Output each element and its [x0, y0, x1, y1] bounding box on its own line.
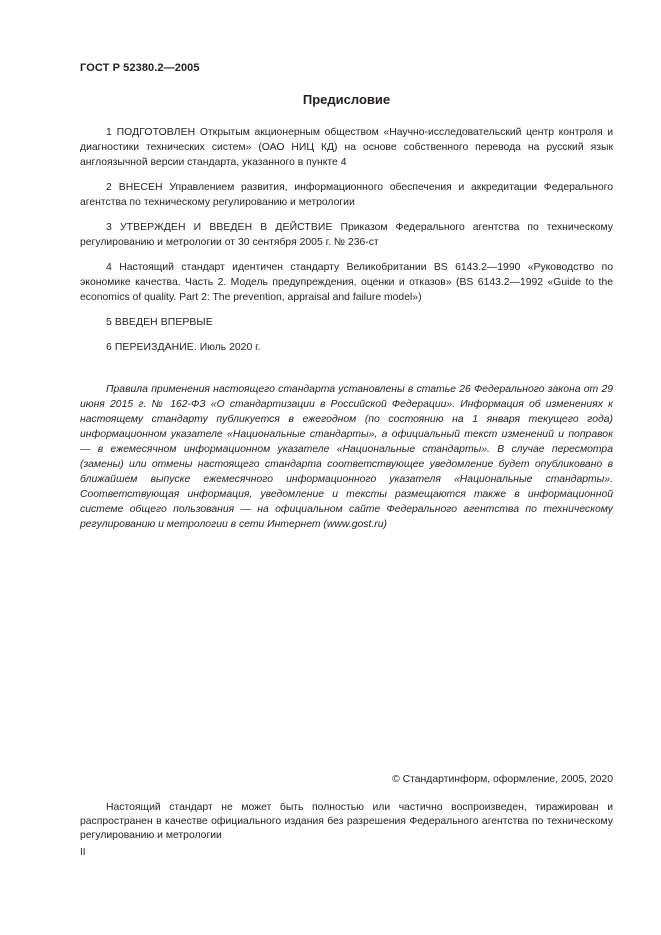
item-label: 6 ПЕРЕИЗДАНИЕ. [106, 342, 197, 353]
copyright: © Стандартинформ, оформление, 2005, 2020 [392, 774, 613, 785]
item-label: 1 ПОДГОТОВЛЕН [106, 127, 196, 138]
item-text: Приказом Федерального агентства по техническому регулированию и метрологии от 30 сентября 2005 г. № 236-ст [80, 222, 613, 248]
reprint-notice: Настоящий стандарт не может быть полностью или частично воспроизведен, тиражирован и распространен в качестве официального издания без разрешения Федерального агентства по техническому регулированию и метрологии [80, 802, 613, 841]
item-text: Июль 2020 г. [196, 342, 261, 353]
preface-item-6 [80, 340, 613, 355]
preface-item-2 [80, 180, 613, 210]
preface-items [80, 125, 613, 365]
preface-item-3 [80, 220, 613, 250]
page-number: II [80, 847, 86, 858]
item-label: 2 ВНЕСЕН [106, 182, 163, 193]
item-label: 3 УТВЕРЖДЕН И ВВЕДЕН В ДЕЙСТВИЕ [106, 222, 333, 233]
preface-item-1 [80, 125, 613, 170]
item-label: 5 ВВЕДЕН ВПЕРВЫЕ [106, 317, 213, 328]
item-text: Открытым акционерным обществом «Научно-исследовательский центр контроля и диагностики технических систем» (ОАО НИЦ КД) на основе собственного перевода на русский язык англоязычной версии стандарта, указанного в пункте 4 [80, 127, 613, 168]
document-code: ГОСТ Р 52380.2—2005 [80, 62, 200, 74]
preface-item-4 [80, 260, 613, 305]
page-title: Предисловие [302, 92, 391, 107]
item-text: Управлением развития, информационного обеспечения и аккредитации Федерального агентства по техническому регулированию и метрологии [80, 182, 613, 208]
legal-notice: Правила применения настоящего стандарта установлены в статье 26 Федерального закона от 29 июня 2015 г. № 162-ФЗ «О стандартизации в Российской Федерации». Информация об изменениях к настоящему стандарту публикуется в ежегодном (по состоянию на 1 января текущего года) информационном указателе «Национальные стандарты», а официальный текст изменений и поправок — в ежемесячном информационном указателе «Национальные стандарты». В случае пересмотра (замены) или отмены настоящего стандарта соответствующее уведомление будет опубликовано в ближайшем выпуске ежемесячного информационного указателя «Национальные стандарты». Соответствующая информация, уведомление и тексты размещаются также в информационной системе общего пользования — на официальном сайте Федерального агентства по техническому регулированию и метрологии в сети Интернет (www.gost.ru) [80, 384, 613, 530]
preface-item-5 [80, 315, 613, 330]
item-text: Настоящий стандарт идентичен стандарту Великобритании BS 6143.2—1990 «Руководство по экономике качества. Часть 2. Модель предупреждения, оценки и отказов» (BS 6143.2—1992 «Guide to the economics of quality. Part 2: The prevention, appraisal and failure model») [80, 262, 613, 303]
item-label: 4 [106, 262, 112, 273]
